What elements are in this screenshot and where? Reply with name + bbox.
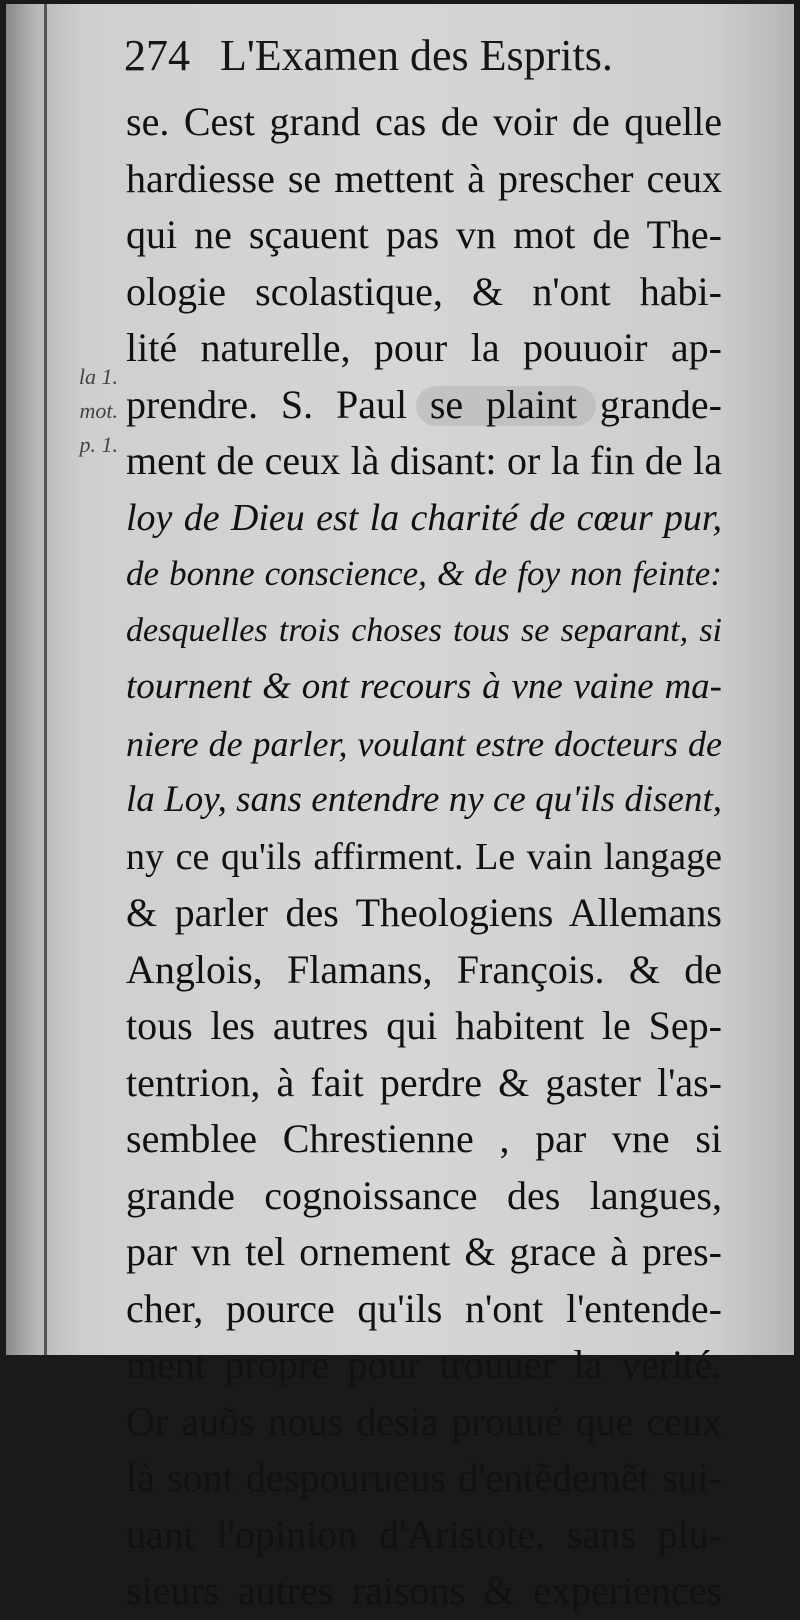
text-line: ologie scolastique, & n'ont habi- <box>126 268 722 314</box>
binding-gutter <box>44 4 47 1355</box>
text-line: sieurs autres raisons & experiences <box>126 1568 722 1613</box>
text-line: Or auõs nous desia prouué que ceux <box>126 1398 722 1444</box>
text-line: lité naturelle, pour la pouuoir ap- <box>126 325 722 370</box>
text-line: ment de ceux là disant: or la fin de la <box>126 438 722 483</box>
text-line: tentrion, à fait perdre & gaster l'as- <box>126 1059 722 1105</box>
text-line: par vn tel ornement & grace à pres- <box>126 1229 722 1274</box>
margin-note-line: la 1. <box>78 364 118 389</box>
body-text <box>126 94 722 1620</box>
text-line: la Loy, sans entendre ny ce qu'ils disent, <box>126 779 722 820</box>
text-line: Anglois, Flamans, François. & de <box>126 946 722 992</box>
text-line: ny ce qu'ils affirment. Le vain langage <box>126 835 722 878</box>
text-line: tournent & ont recours à vne vaine ma- <box>126 666 722 707</box>
text-line: prendre. S. Paul se plaint grande- <box>126 381 722 427</box>
text-line: desquelles trois choses tous se separant, si <box>126 611 722 649</box>
text-line: cher, pource qu'ils n'ont l'entende- <box>126 1285 722 1331</box>
margin-note <box>48 360 118 462</box>
text-line: se. Cest grand cas de voir de quelle <box>126 99 722 144</box>
text-line: qui ne sçauent pas vn mot de The- <box>126 212 722 257</box>
text-line: hardiesse se mettent à prescher ceux <box>126 155 722 201</box>
text-line: tous les autres qui habitent le Sep- <box>126 1003 722 1048</box>
text-line: ment propre pour trouuer la verité. <box>126 1342 722 1387</box>
text-line: semblee Chrestienne , par vne si <box>126 1116 722 1161</box>
text-line: uant l'opinion d'Aristote. sans plu- <box>126 1511 722 1557</box>
running-header <box>124 30 613 81</box>
margin-note-line: p. 1. <box>79 432 118 457</box>
book-page <box>6 4 794 1613</box>
page-number: 274 <box>124 31 190 80</box>
text-line: grande cognoissance des langues, <box>126 1172 722 1218</box>
margin-note-line: mot. <box>79 398 118 423</box>
text-line: de bonne conscience, & de foy non feinte: <box>126 554 722 593</box>
text-line: & parler des Theologiens Allemans <box>126 890 722 935</box>
running-title: L'Examen des Esprits. <box>220 31 613 80</box>
text-line: niere de parler, voulant estre docteurs de <box>126 723 722 764</box>
text-line: là sont despourueus d'entẽdemẽt sui- <box>126 1455 722 1500</box>
text-line: loy de Dieu est la charité de cœur pur, <box>126 496 722 539</box>
